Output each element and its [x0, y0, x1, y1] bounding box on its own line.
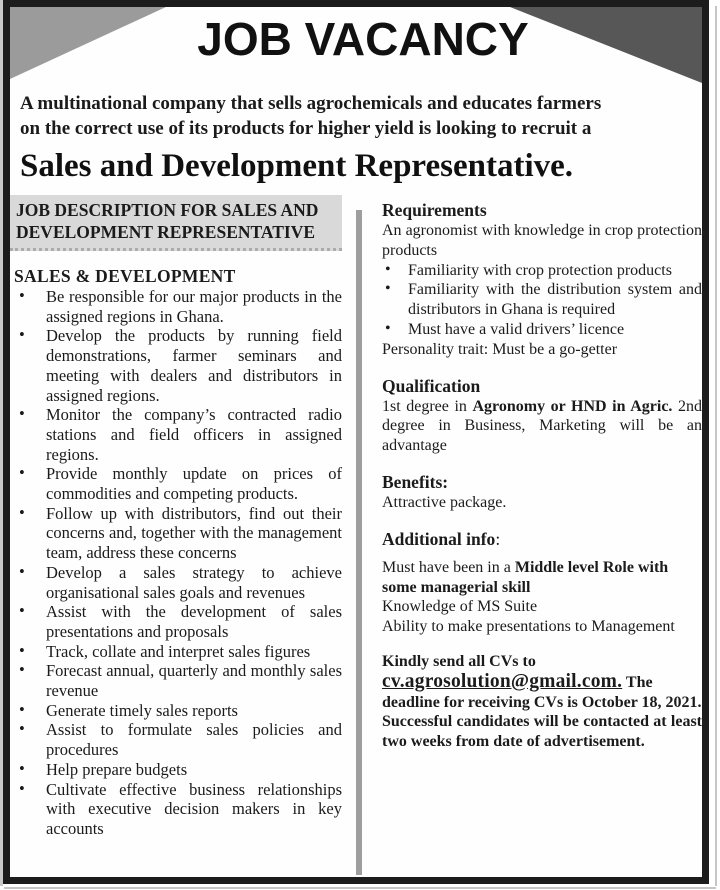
additional-info-heading	[382, 528, 702, 550]
personality-trait: Personality trait: Must be a go-getter	[382, 340, 618, 358]
additional-info-lines	[382, 597, 702, 637]
qualification-text	[382, 397, 702, 456]
page-edge-bottom	[4, 887, 716, 889]
duty-text: Develop the products by running field demonstrations, farmer seminars and meeting with dealers and distributors in assigned regions.	[46, 326, 342, 405]
requirements-heading: Requirements	[382, 200, 487, 220]
bullet-icon: •	[19, 286, 25, 305]
duty-item	[10, 287, 342, 326]
bullet-icon: •	[385, 280, 391, 298]
duty-item	[10, 720, 342, 759]
duty-text: Track, collate and interpret sales figures	[46, 641, 311, 661]
job-description-heading: JOB DESCRIPTION FOR SALES AND DEVELOPMENT REPRESENTATIVE	[10, 195, 342, 251]
intro-line: on the correct use of its products for higher yield is looking to recruit a	[20, 118, 592, 139]
additional-info-bold: Middle level Role with some managerial skill	[382, 558, 669, 596]
left-column	[10, 195, 342, 884]
requirement-text: Familiarity with crop protection products	[408, 261, 672, 279]
qualification-section	[382, 375, 702, 456]
page-title: JOB VACANCY	[197, 13, 529, 65]
bullet-icon: •	[19, 601, 25, 621]
right-column	[382, 195, 702, 884]
bullet-icon: •	[19, 404, 25, 424]
bullet-icon: •	[19, 325, 25, 345]
duty-text: Assist to formulate sales policies and procedures	[46, 720, 342, 760]
bullet-icon: •	[19, 778, 25, 798]
duty-text: Cultivate effective business relationships with executive decision makers in key accounts	[46, 779, 342, 838]
duty-item	[10, 602, 342, 641]
bullet-icon: •	[19, 640, 25, 660]
bullet-icon: •	[385, 319, 391, 337]
bullet-icon: •	[19, 719, 25, 739]
additional-info-line: Knowledge of MS Suite	[382, 598, 538, 616]
duty-item	[10, 661, 342, 700]
duty-item	[10, 504, 342, 563]
intro-text	[20, 91, 694, 141]
requirement-item	[382, 280, 702, 320]
duty-text: Be responsible for our major products in the assigned regions in Ghana.	[46, 287, 342, 326]
bullet-icon: •	[19, 699, 25, 719]
qualification-bold: Agronomy or HND in Agric.	[472, 397, 673, 415]
additional-info-section	[382, 528, 702, 637]
cv-section	[382, 652, 702, 712]
cv-heading: Kindly send all CVs to	[382, 652, 536, 670]
bullet-icon: •	[19, 463, 25, 483]
duty-item	[10, 464, 342, 503]
requirements-list	[382, 261, 702, 340]
cv-email-link[interactable]: cv.agrosolution@gmail.com.	[382, 670, 623, 692]
banner	[10, 7, 702, 85]
bullet-icon: •	[19, 502, 25, 522]
requirement-item	[382, 320, 702, 340]
cv-deadline	[382, 672, 702, 713]
bullet-icon: •	[19, 561, 25, 581]
duty-text: Monitor the company’s contracted radio stations and field officers in assigned regions.	[46, 405, 342, 464]
duty-text: Forecast annual, quarterly and monthly sales revenue	[46, 661, 342, 701]
duty-text: Generate timely sales reports	[46, 700, 238, 720]
duty-item	[10, 760, 342, 780]
duty-item	[10, 642, 342, 662]
bullet-icon: •	[19, 660, 25, 680]
duty-text: Follow up with distributors, find out their concerns and, together with the management team, address these concerns	[46, 503, 342, 563]
cv-deadline-text: The deadline for receiving CVs is October 18, 2021.	[382, 673, 702, 711]
qualification-heading: Qualification	[382, 375, 481, 396]
duty-item	[10, 405, 342, 464]
bullet-icon: •	[19, 758, 25, 778]
qualification-prefix: 1st degree in	[382, 397, 473, 415]
page-edge-right	[715, 6, 717, 886]
duty-item	[10, 780, 342, 839]
requirement-item	[382, 261, 702, 281]
sales-development-heading: SALES & DEVELOPMENT	[14, 266, 236, 286]
requirements-section	[382, 199, 702, 360]
duty-item	[10, 326, 342, 405]
duty-text: Provide monthly update on prices of commodities and competing products.	[46, 464, 342, 504]
benefits-heading: Benefits:	[382, 471, 449, 492]
benefits-section	[382, 471, 702, 513]
additional-info-prefix: Must have been in a	[382, 558, 515, 576]
duty-text: Develop a sales strategy to achieve organisational sales goals and revenues	[46, 562, 342, 602]
additional-info-text	[382, 558, 702, 598]
duty-text: Help prepare budgets	[46, 759, 188, 779]
additional-info-body	[382, 558, 702, 637]
closing-note: Successful candidates will be contacted at least two weeks from date of advertisement.	[382, 713, 702, 751]
columns	[10, 195, 702, 884]
duty-item	[10, 563, 342, 602]
intro-line: A multinational company that sells agrochemicals and educates farmers	[20, 93, 602, 114]
advert-document	[3, 0, 709, 884]
additional-info-heading-text: Additional info	[382, 528, 496, 549]
duty-item	[10, 701, 342, 721]
qualification-rest: 2nd degree in Business, Marketing will be an advantage	[382, 397, 702, 455]
requirements-intro: An agronomist with knowledge in crop protection products	[382, 222, 702, 259]
duty-text: Assist with the development of sales presentations and proposals	[46, 602, 342, 641]
role-title: Sales and Development Representative.	[20, 148, 574, 184]
duties-list	[10, 287, 342, 839]
benefits-text: Attractive package.	[382, 493, 507, 511]
requirement-text: Must have a valid drivers’ licence	[408, 320, 625, 338]
additional-info-line: Ability to make presentations to Management	[382, 618, 675, 636]
requirement-text: Familiarity with the distribution system and distributors in Ghana is required	[408, 281, 702, 319]
additional-info-colon: :	[495, 528, 501, 549]
column-divider	[356, 210, 362, 875]
bullet-icon: •	[385, 260, 391, 278]
